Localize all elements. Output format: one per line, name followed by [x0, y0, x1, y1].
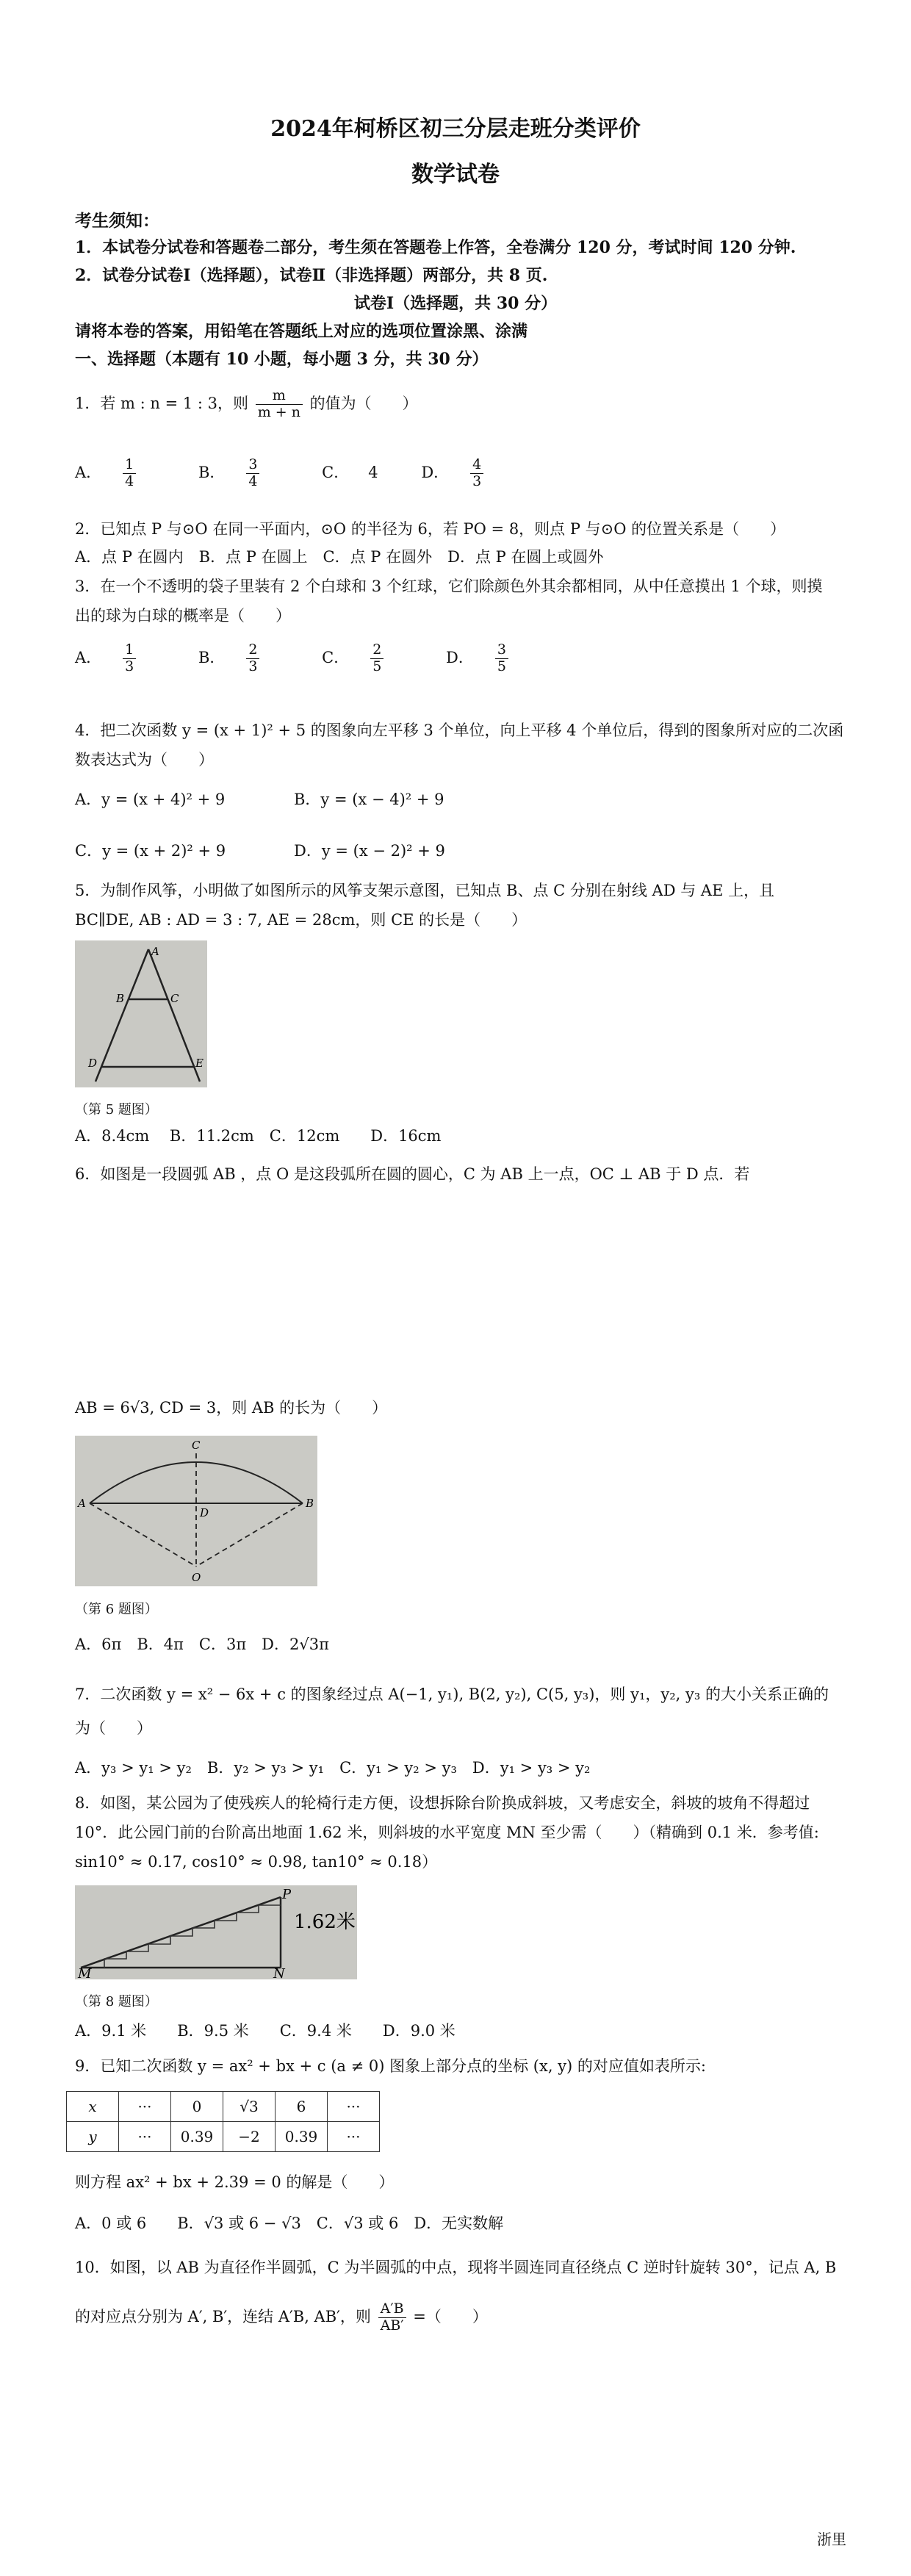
- q1-fraction: [256, 388, 303, 421]
- q1-option-a[interactable]: [75, 457, 174, 490]
- q5-label-e: E: [195, 1057, 204, 1070]
- q9-row-y: [67, 2122, 380, 2152]
- q1-options: [75, 457, 541, 490]
- q10-frac-num: A′B: [378, 2301, 406, 2318]
- question-3-line-2: 出的球为白球的概率是（ ）: [75, 607, 291, 625]
- notice-line-2: 2．试卷分试卷Ⅰ（选择题），试卷Ⅱ（非选择题）两部分，共 8 页.: [75, 266, 548, 285]
- q6-label-o: O: [192, 1571, 201, 1584]
- q1-opt-b-den: 4: [248, 472, 258, 489]
- question-7-line-1: 7．二次函数 y = x² − 6x + c 的图象经过点 A(−1, y₁), B(2, y₂), C(5, y₃)，则 y₁，y₂, y₃ 的大小关系正确的: [75, 1685, 829, 1703]
- q8-label-n: N: [273, 1966, 285, 1979]
- q8-caption: （第 8 题图）: [75, 1994, 158, 2010]
- q8-figure: [75, 1885, 357, 1979]
- q8-label-p: P: [282, 1887, 292, 1902]
- q6-label-c: C: [192, 1439, 201, 1452]
- q3-opt-c-num: 2: [370, 642, 384, 659]
- q6-caption: （第 6 题图）: [75, 1602, 158, 1617]
- q1-stem-b: 的值为（ ）: [309, 394, 418, 412]
- q5-label-c: C: [170, 992, 179, 1005]
- q9-cell: ···: [328, 2122, 380, 2152]
- q4-option-a[interactable]: A．y = (x + 4)² + 9: [75, 791, 226, 808]
- q1-opt-b-letter: B．: [198, 463, 226, 481]
- q1-frac-den: m + n: [257, 403, 300, 420]
- q1-opt-d-num: 4: [470, 457, 483, 474]
- footer-watermark: 浙里: [817, 2530, 846, 2548]
- q3-opt-c-letter: C．: [322, 648, 350, 666]
- q3-opt-b-num: 2: [246, 642, 259, 659]
- part-one-heading: 一、选择题（本题有 10 小题，每小题 3 分，共 30 分）: [75, 350, 489, 369]
- q1-opt-c-text: 4: [368, 463, 378, 481]
- question-5-line-1: 5．为制作风筝，小明做了如图所示的风筝支架示意图，已知点 B、点 C 分别在射线 AD 与 AE 上，且: [75, 882, 775, 899]
- q6-label-b: B: [306, 1497, 314, 1510]
- question-2: 2．已知点 P 与⊙O 在同一平面内，⊙O 的半径为 6，若 PO = 8，则点 P 与⊙O 的位置关系是（ ）: [75, 520, 786, 538]
- question-8-line-3: sin10° ≈ 0.17, cos10° ≈ 0.98, tan10° ≈ 0.18）: [75, 1853, 438, 1871]
- q3-opt-b-den: 3: [248, 658, 258, 674]
- q5-label-d: D: [88, 1057, 98, 1070]
- q6-label-d: D: [200, 1506, 209, 1519]
- q4-option-c[interactable]: C．y = (x + 2)² + 9: [75, 842, 226, 860]
- q3-opt-b-letter: B．: [198, 648, 226, 666]
- q9-cell: y: [67, 2122, 119, 2152]
- q5-label-b: B: [116, 992, 125, 1005]
- q9-cell: x: [67, 2092, 119, 2122]
- q9-cell: 0.39: [276, 2122, 328, 2152]
- q4-option-b[interactable]: B．y = (x − 4)² + 9: [294, 791, 444, 808]
- q3-opt-d-den: 5: [497, 658, 506, 674]
- question-6-line-2: AB = 6√3, CD = 3，则 AB 的长为（ ）: [75, 1399, 388, 1417]
- q8-height-label: 1.62米: [294, 1911, 356, 1933]
- q7-options[interactable]: A．y₃ > y₁ > y₂ B．y₂ > y₃ > y₁ C．y₁ > y₂ > y₃ D．y₁ > y₃ > y₂: [75, 1759, 591, 1777]
- q3-opt-a-den: 3: [125, 658, 134, 674]
- exam-title: 2024年柯桥区初三分层走班分类评价: [270, 116, 641, 142]
- q9-cell: ···: [119, 2122, 171, 2152]
- q1-opt-a-letter: A．: [75, 463, 102, 481]
- q3-option-b[interactable]: [198, 642, 298, 675]
- question-6-line-1: 6．如图是一段圆弧 AB ，点 O 是这段弧所在圆的圆心，C 为 AB 上一点，OC ⊥ AB 于 D 点．若: [75, 1165, 750, 1183]
- q1-opt-c-letter: C．: [322, 463, 350, 481]
- q5-caption: （第 5 题图）: [75, 1102, 158, 1118]
- q5-label-a: A: [151, 945, 159, 958]
- q9-cell: 0.39: [171, 2122, 223, 2152]
- q1-opt-b-num: 3: [246, 457, 259, 474]
- q1-frac-num: m: [256, 388, 303, 405]
- q6-options[interactable]: A．6π B．4π C．3π D．2√3π: [75, 1636, 329, 1653]
- q1-opt-a-num: 1: [123, 457, 136, 474]
- q10-frac-den: AB′: [380, 2317, 404, 2334]
- q3-opt-a-num: 1: [123, 642, 136, 659]
- q3-option-c[interactable]: [322, 642, 422, 675]
- q9-cell: 6: [276, 2092, 328, 2122]
- question-8-line-1: 8．如图，某公园为了使残疾人的轮椅行走方便，设想拆除台阶换成斜坡，又考虑安全，斜坡的坡角不得超过: [75, 1794, 810, 1812]
- q9-cell: ···: [119, 2092, 171, 2122]
- q3-opt-c-den: 5: [372, 658, 382, 674]
- q5-options[interactable]: A．8.4cm B．11.2cm C．12cm D．16cm: [75, 1127, 442, 1145]
- q3-opt-a-letter: A．: [75, 648, 102, 666]
- q1-opt-a-den: 4: [125, 472, 134, 489]
- q1-option-c[interactable]: [322, 461, 397, 483]
- q6-label-a: A: [78, 1497, 86, 1510]
- q10-fraction: [378, 2301, 406, 2334]
- answer-instruction: 请将本卷的答案，用铅笔在答题纸上对应的选项位置涂黑、涂满: [75, 322, 528, 341]
- q4-option-d[interactable]: D．y = (x − 2)² + 9: [294, 842, 445, 860]
- question-3-line-1: 3．在一个不透明的袋子里装有 2 个白球和 3 个红球，它们除颜色外其余都相同，从中任意摸出 1 个球，则摸: [75, 578, 823, 595]
- section-title: 试卷Ⅰ（选择题，共 30 分）: [353, 294, 558, 313]
- q9-cell: ···: [328, 2092, 380, 2122]
- question-1: [75, 388, 418, 421]
- q10-stem-b: 的对应点分别为 A′, B′，连结 A′B, AB′，则: [75, 2307, 371, 2325]
- q9-cell: −2: [223, 2122, 276, 2152]
- question-10-line-1: 10．如图，以 AB 为直径作半圆弧，C 为半圆弧的中点，现将半圆连同直径绕点 C 逆时针旋转 30°，记点 A, B: [75, 2259, 837, 2276]
- q1-option-b[interactable]: [198, 457, 298, 490]
- q3-opt-d-letter: D．: [446, 648, 474, 666]
- notice-line-1: 1．本试卷分试卷和答题卷二部分，考生须在答题卷上作答，全卷满分 120 分，考试时间 120 分钟.: [75, 238, 796, 257]
- q1-opt-d-letter: D．: [421, 463, 450, 481]
- q8-label-m: M: [78, 1966, 92, 1979]
- question-10-line-2: [75, 2301, 488, 2334]
- q3-options: [75, 642, 566, 675]
- question-4-line-2: 数表达式为（ ）: [75, 751, 214, 769]
- notice-heading: 考生须知：: [75, 211, 159, 231]
- exam-subtitle: 数学试卷: [411, 162, 500, 187]
- q1-opt-d-den: 3: [472, 472, 482, 489]
- q9-options[interactable]: A．0 或 6 B．√3 或 6 − √3 C．√3 或 6 D．无实数解: [75, 2215, 504, 2232]
- q9-cell: 0: [171, 2092, 223, 2122]
- q2-options[interactable]: A．点 P 在圆内 B．点 P 在圆上 C．点 P 在圆外 D．点 P 在圆上或圆外: [75, 548, 604, 566]
- question-8-line-2: 10°．此公园门前的台阶高出地面 1.62 米，则斜坡的水平宽度 MN 至少需（ ）（精确到 0.1 米．参考值:: [75, 1824, 819, 1841]
- question-4-line-1: 4．把二次函数 y = (x + 1)² + 5 的图象向左平移 3 个单位，向上平移 4 个单位后，得到的图象所对应的二次函: [75, 722, 844, 739]
- q8-options[interactable]: A．9.1 米 B．9.5 米 C．9.4 米 D．9.0 米: [75, 2022, 455, 2040]
- question-9: 9．已知二次函数 y = ax² + bx + c (a ≠ 0) 图象上部分点的坐标 (x, y) 的对应值如表所示:: [75, 2057, 706, 2075]
- q3-option-d[interactable]: [446, 642, 547, 675]
- q9-question: 则方程 ax² + bx + 2.39 = 0 的解是（ ）: [75, 2173, 395, 2191]
- q10-stem-c: =（ ）: [413, 2307, 488, 2325]
- question-5-line-2: BC∥DE, AB : AD = 3 : 7, AE = 28cm，则 CE 的长是（ ）: [75, 911, 527, 929]
- q9-cell: √3: [223, 2092, 276, 2122]
- q3-option-a[interactable]: [75, 642, 174, 675]
- q9-row-x: [67, 2092, 380, 2122]
- q5-figure: [75, 940, 207, 1087]
- q6-figure: [75, 1436, 317, 1586]
- q9-value-table: [66, 2091, 380, 2152]
- q1-option-d[interactable]: [421, 457, 522, 490]
- q3-opt-d-num: 3: [495, 642, 508, 659]
- q9-table-wrap: [66, 2091, 380, 2152]
- q1-stem-a: 1．若 m : n = 1 : 3，则: [75, 394, 248, 412]
- question-7-line-2: 为（ ）: [75, 1719, 152, 1737]
